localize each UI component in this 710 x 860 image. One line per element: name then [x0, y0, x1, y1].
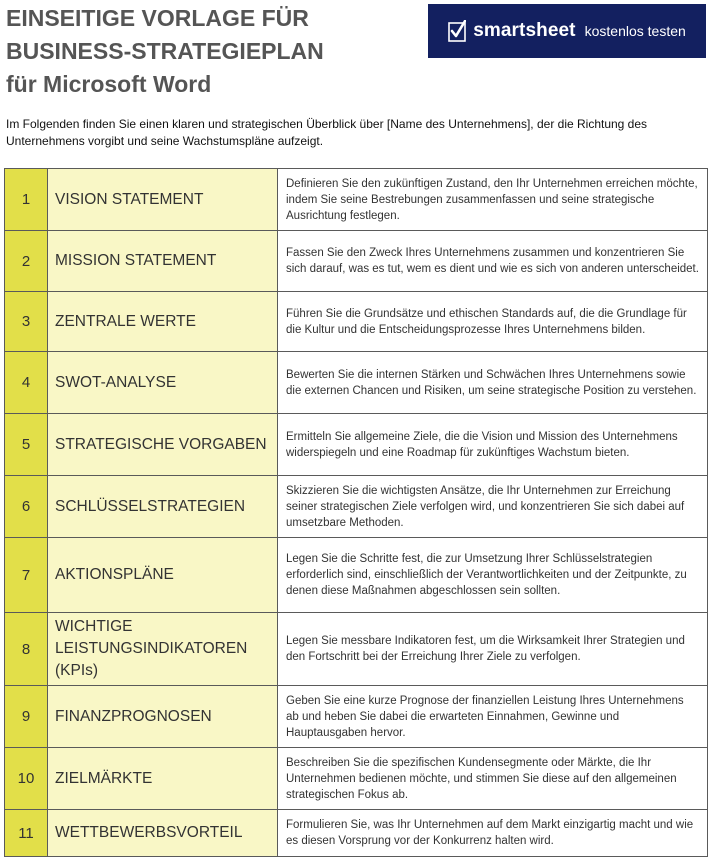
title-line-1: EINSEITIGE VORLAGE FÜR — [6, 5, 309, 31]
section-number: 5 — [5, 414, 48, 476]
title-line-3: für Microsoft Word — [6, 71, 212, 97]
section-description: Beschreiben Sie die spezifischen Kundensegmente oder Märkte, die Ihr Unternehmen bedienen möchte, und stimmen Sie diese auf den allgemeinen strategischen Fokus ab. — [278, 748, 708, 810]
page-title — [6, 2, 406, 101]
section-heading: WETTBEWERBSVORTEIL — [48, 810, 278, 857]
section-heading: VISION STATEMENT — [48, 169, 278, 231]
section-heading: FINANZPROGNOSEN — [48, 686, 278, 748]
section-heading: MISSION STATEMENT — [48, 231, 278, 292]
section-number: 2 — [5, 231, 48, 292]
section-description: Skizzieren Sie die wichtigsten Ansätze, die Ihr Unternehmen zur Erreichung seiner strategischen Ziele verfolgen wird, und konzentrieren Sie sich dabei auf umsetzbare Methoden. — [278, 476, 708, 538]
section-heading: ZIELMÄRKTE — [48, 748, 278, 810]
section-number: 10 — [5, 748, 48, 810]
intro-paragraph: Im Folgenden finden Sie einen klaren und strategischen Überblick über [Name des Unternehmens], der die Richtung des Unternehmens vorgibt und seine Wachstumspläne aufzeigt. — [6, 117, 648, 148]
table-row — [5, 352, 708, 414]
table-row — [5, 810, 708, 857]
section-description: Legen Sie messbare Indikatoren fest, um die Wirksamkeit Ihrer Strategien und den Fortschritt bei der Erreichung Ihrer Ziele zu verfolgen. — [278, 613, 708, 686]
section-number: 3 — [5, 292, 48, 352]
table-row — [5, 748, 708, 810]
table-row — [5, 686, 708, 748]
section-number: 6 — [5, 476, 48, 538]
section-number: 7 — [5, 538, 48, 613]
table-row — [5, 169, 708, 231]
table-row — [5, 414, 708, 476]
smartsheet-trial-banner[interactable] — [428, 4, 706, 58]
section-number: 11 — [5, 810, 48, 857]
section-heading: SCHLÜSSELSTRATEGIEN — [48, 476, 278, 538]
section-description: Fassen Sie den Zweck Ihres Unternehmens zusammen und konzentrieren Sie sich darauf, was es tut, wem es dient und wie es sich von anderen unterscheidet. — [278, 231, 708, 292]
section-number: 4 — [5, 352, 48, 414]
section-description: Geben Sie eine kurze Prognose der finanziellen Leistung Ihres Unternehmens ab und heben Sie dabei die erwarteten Einnahmen, Gewinne und Hauptausgaben hervor. — [278, 686, 708, 748]
section-number: 8 — [5, 613, 48, 686]
strategy-table — [4, 168, 708, 857]
title-line-2: BUSINESS-STRATEGIEPLAN — [6, 38, 324, 64]
section-heading: STRATEGISCHE VORGABEN — [48, 414, 278, 476]
table-row — [5, 292, 708, 352]
section-description: Führen Sie die Grundsätze und ethischen Standards auf, die die Grundlage für die Kultur und die Entscheidungsprozesse Ihres Unternehmens bilden. — [278, 292, 708, 352]
section-number: 9 — [5, 686, 48, 748]
table-row — [5, 231, 708, 292]
section-description: Legen Sie die Schritte fest, die zur Umsetzung Ihrer Schlüsselstrategien erforderlich sind, einschließlich der Verantwortlichkeiten und der Zeitpunkte, zu denen diese Maßnahmen abgeschlossen sein sollten. — [278, 538, 708, 613]
smartsheet-logo-icon — [448, 20, 466, 42]
section-description: Ermitteln Sie allgemeine Ziele, die die Vision und Mission des Unternehmens widerspiegeln und eine Roadmap für zukünftiges Wachstum bieten. — [278, 414, 708, 476]
section-description: Definieren Sie den zukünftigen Zustand, den Ihr Unternehmen erreichen möchte, indem Sie seine Bestrebungen zusammenfassen und seine strategische Ausrichtung festlegen. — [278, 169, 708, 231]
table-row — [5, 613, 708, 686]
section-description: Formulieren Sie, was Ihr Unternehmen auf dem Markt einzigartig macht und wie es diesen Vorsprung vor der Konkurrenz halten wird. — [278, 810, 708, 857]
trial-link[interactable]: kostenlos testen — [584, 23, 686, 39]
section-number: 1 — [5, 169, 48, 231]
section-heading: ZENTRALE WERTE — [48, 292, 278, 352]
table-row — [5, 538, 708, 613]
section-heading: AKTIONSPLÄNE — [48, 538, 278, 613]
section-heading: WICHTIGE LEISTUNGSINDIKATOREN (KPIs) — [48, 613, 278, 686]
table-row — [5, 476, 708, 538]
section-description: Bewerten Sie die internen Stärken und Schwächen Ihres Unternehmens sowie die externen Chancen und Risiken, um seine strategische Position zu verstehen. — [278, 352, 708, 414]
brand-name: smartsheet — [473, 20, 576, 41]
section-heading: SWOT-ANALYSE — [48, 352, 278, 414]
